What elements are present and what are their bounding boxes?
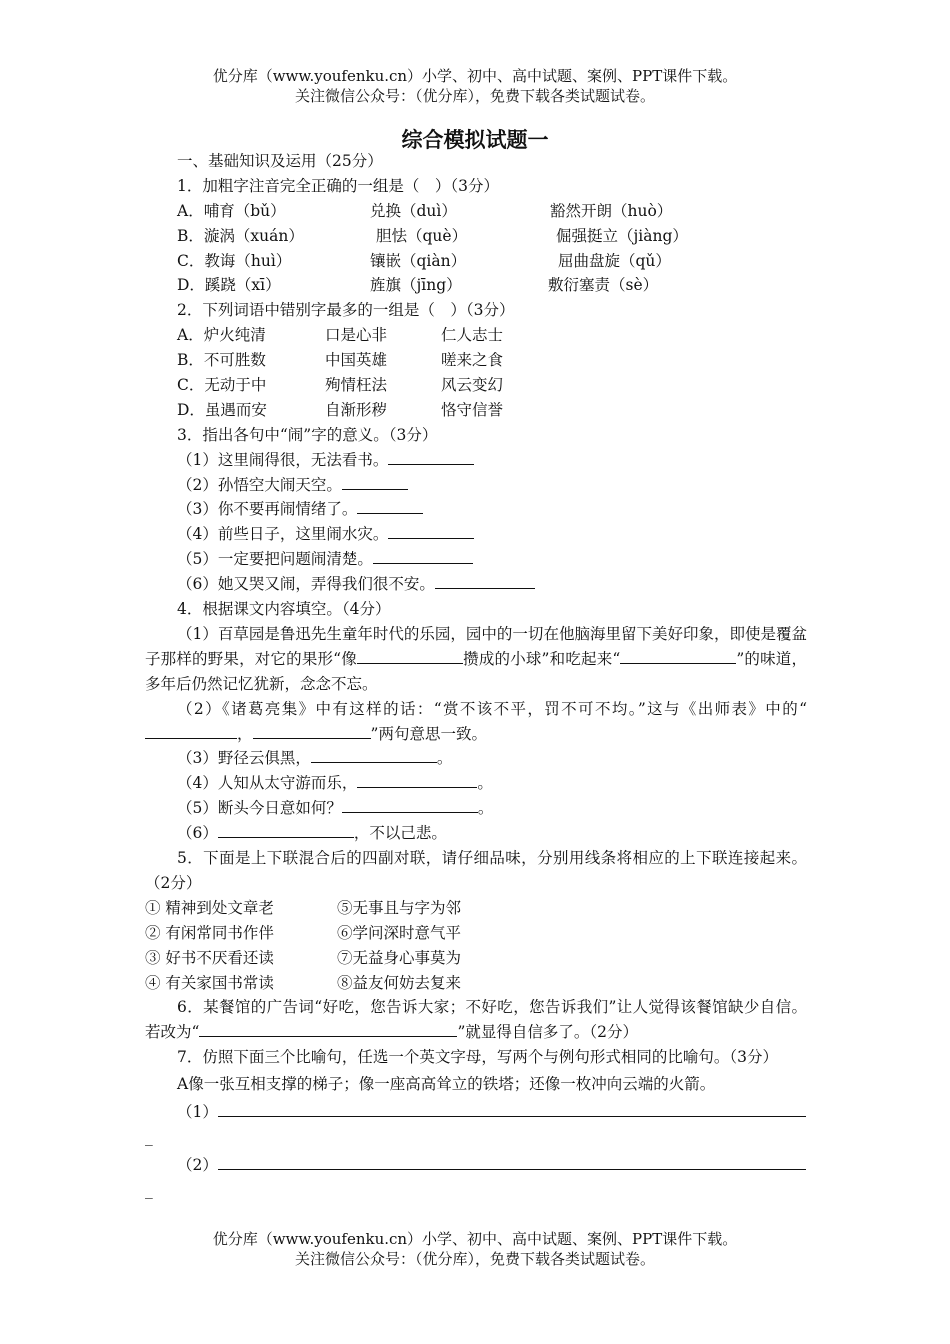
answer-blank[interactable] <box>311 746 437 763</box>
couplet-right: ⑥学问深时意气平 <box>337 923 462 942</box>
answer-blank[interactable] <box>357 497 423 514</box>
answer-blank[interactable] <box>342 796 478 813</box>
option-cell: 旌旗（jīng） <box>370 276 462 295</box>
question-1-option-a <box>145 199 807 224</box>
couplet-row <box>145 921 807 946</box>
footer-line-2: 关注微信公众号：（优分库），免费下载各类试题试卷。 <box>294 1250 655 1268</box>
option-cell: 嗟来之食 <box>441 351 504 370</box>
option-cell: 自渐形秽 <box>325 400 388 419</box>
question-2-option-d <box>145 398 807 423</box>
page-header <box>0 66 950 106</box>
option-cell: 口是心非 <box>325 326 388 345</box>
option-cell: C．教诲（huì） <box>177 251 292 270</box>
answer-blank[interactable] <box>435 572 535 589</box>
answer-overflow-dash: _ <box>145 1180 153 1199</box>
item-text: （3）你不要再闹情绪了。 <box>177 500 358 519</box>
option-cell: D．蹊跷（xī） <box>177 276 281 295</box>
question-4-paragraph-2 <box>145 697 807 747</box>
header-line-1: 优分库（www.youfenku.cn）小学、初中、高中试题、案例、PPT课件下载。 <box>212 67 738 85</box>
couplet-left: ③ 好书不厌看还读 <box>145 948 274 967</box>
fill-text: ，不以己悲。 <box>353 824 447 843</box>
question-1-option-c <box>145 249 807 274</box>
answer-blank[interactable] <box>218 821 354 838</box>
couplet-left: ① 精神到处文章老 <box>145 898 274 917</box>
question-4-line-6 <box>145 821 807 846</box>
couplet-right: ⑦无益身心事莫为 <box>337 948 462 967</box>
item-text: （1）这里闹得很，无法看书。 <box>177 450 389 469</box>
couplet-right: ⑧益友何妨去复来 <box>337 973 462 992</box>
answer-blank[interactable] <box>145 722 237 739</box>
question-3-stem: 3．指出各句中“闹”字的意义。（3分） <box>177 425 438 444</box>
question-1-stem: 1．加粗字注音完全正确的一组是（ ）（3分） <box>177 176 499 195</box>
question-4-line-3 <box>145 746 807 771</box>
fill-text: 攒成的小球”和吃起来“ <box>462 649 621 668</box>
page-footer <box>0 1229 950 1269</box>
couplet-row <box>145 946 807 971</box>
item-text: （5）一定要把问题闹清楚。 <box>177 550 373 569</box>
fill-text: （4）人知从太守游而乐， <box>177 774 358 793</box>
question-2-option-a <box>145 323 807 348</box>
question-3-item <box>145 497 807 522</box>
question-4-paragraph-1 <box>145 622 807 697</box>
answer-blank[interactable] <box>388 448 474 465</box>
couplet-right: ⑤无事且与字为邻 <box>337 898 462 917</box>
option-cell: 敷衍塞责（sè） <box>548 276 659 295</box>
answer-blank[interactable] <box>620 647 736 664</box>
question-1-option-b <box>145 224 807 249</box>
question-2-option-b <box>145 348 807 373</box>
answer-blank[interactable] <box>342 473 408 490</box>
question-3-item <box>145 448 807 473</box>
fill-text: （1）百草园是鲁迅先生童年时代的乐园，园中的一切在他脑海里留下美好印象，即使是覆盆子那样的野果，对它的果形“像 <box>145 624 807 668</box>
fill-text: 。 <box>477 774 493 793</box>
question-7-example: A像一张互相支撑的梯子；像一座高高耸立的铁塔；还像一枚冲向云端的火箭。 <box>177 1075 716 1094</box>
answer-blank[interactable] <box>253 722 371 739</box>
option-cell: A．炉火纯清 <box>177 326 266 345</box>
fill-text: 6．某餐馆的广告词“好吃，您告诉大家；不好吃，您告诉我们”让人觉得该餐馆缺少自信。若改为“ <box>145 998 807 1042</box>
fill-text: （5）断头今日意如何？ <box>177 799 342 818</box>
answer-blank[interactable] <box>388 522 474 539</box>
question-4-line-5 <box>145 796 807 821</box>
option-cell: 仁人志士 <box>441 326 504 345</box>
fill-text: 。 <box>477 799 494 818</box>
option-cell: 恪守信誉 <box>441 400 504 419</box>
answer-blank[interactable] <box>199 1020 457 1037</box>
option-cell: D．虽遇而安 <box>177 400 267 419</box>
header-line-2: 关注微信公众号：（优分库），免费下载各类试题试卷。 <box>294 87 655 105</box>
option-cell: 兑换（duì） <box>370 201 457 220</box>
option-cell: C．无动于中 <box>177 376 267 395</box>
option-cell: A．哺育（bǔ） <box>177 201 286 220</box>
fill-text: ， <box>237 724 253 743</box>
question-2-stem: 2．下列词语中错别字最多的一组是（ ）（3分） <box>177 301 515 320</box>
couplet-row <box>145 971 807 996</box>
option-cell: 中国英雄 <box>325 351 388 370</box>
question-3-item <box>145 473 807 498</box>
answer-line[interactable] <box>218 1100 806 1117</box>
question-1-option-d <box>145 273 807 298</box>
fill-text: （3）野径云俱黑， <box>177 749 311 768</box>
item-text: （6）她又哭又闹，弄得我们很不安。 <box>177 575 435 594</box>
answer-number: （2） <box>177 1155 218 1174</box>
fill-text: （2）《诸葛亮集》中有这样的话：“赏不该不平，罚不可不均。”这与《出师表》中的“ <box>177 699 807 718</box>
question-3-item <box>145 522 807 547</box>
option-cell: 殉情枉法 <box>325 376 388 395</box>
answer-blank[interactable] <box>357 771 477 788</box>
question-3-item <box>145 572 807 597</box>
answer-overflow-dash: _ <box>145 1127 153 1146</box>
fill-text: 。 <box>436 749 453 768</box>
question-3-item <box>145 547 807 572</box>
option-cell: 胆怯（què） <box>376 226 468 245</box>
fill-text: ”两句意思一致。 <box>370 724 487 743</box>
couplet-left: ④ 有关家国书常读 <box>145 973 274 992</box>
option-cell: 屈曲盘旋（qǔ） <box>558 251 671 270</box>
answer-blank[interactable] <box>357 647 463 664</box>
fill-text: ”就显得自信多了。（2分） <box>457 1023 638 1042</box>
option-cell: 豁然开朗（huò） <box>550 201 673 220</box>
section-heading: 一、基础知识及运用（25分） <box>177 152 383 170</box>
exam-content <box>145 149 807 1203</box>
answer-blank[interactable] <box>373 547 473 564</box>
page-title: 综合模拟试题一 <box>401 127 549 152</box>
couplet-left: ② 有闲常同书作伴 <box>145 923 274 942</box>
question-4-line-4 <box>145 771 807 796</box>
answer-line[interactable] <box>218 1153 806 1170</box>
question-2-option-c <box>145 373 807 398</box>
item-text: （2）孙悟空大闹天空。 <box>177 475 342 494</box>
option-cell: B．不可胜数 <box>177 351 266 370</box>
option-cell: 镶嵌（qiàn） <box>370 251 467 270</box>
option-cell: B．漩涡（xuán） <box>177 226 304 245</box>
answer-number: （1） <box>177 1103 218 1121</box>
item-text: （4）前些日子，这里闹水灾。 <box>177 525 389 544</box>
option-cell: 倔强挺立（jiàng） <box>556 226 688 245</box>
question-7-answer-1 <box>145 1100 807 1125</box>
option-cell: 风云变幻 <box>441 376 504 395</box>
question-7-answer-2 <box>145 1153 807 1178</box>
question-4-stem: 4．根据课文内容填空。（4分） <box>177 600 391 619</box>
fill-text: （6） <box>177 824 218 843</box>
fill-text: ”的味道，多年后仍然记忆犹新，念念不忘。 <box>145 649 807 693</box>
question-5-stem: 5．下面是上下联混合后的四副对联，请仔细品味，分别用线条将相应的上下联连接起来。（2分） <box>145 849 807 892</box>
footer-line-1: 优分库（www.youfenku.cn）小学、初中、高中试题、案例、PPT课件下载。 <box>212 1230 738 1248</box>
couplet-row <box>145 896 807 921</box>
question-6 <box>145 995 807 1045</box>
question-7-stem: 7．仿照下面三个比喻句，任选一个英文字母，写两个与例句形式相同的比喻句。（3分） <box>177 1048 778 1067</box>
